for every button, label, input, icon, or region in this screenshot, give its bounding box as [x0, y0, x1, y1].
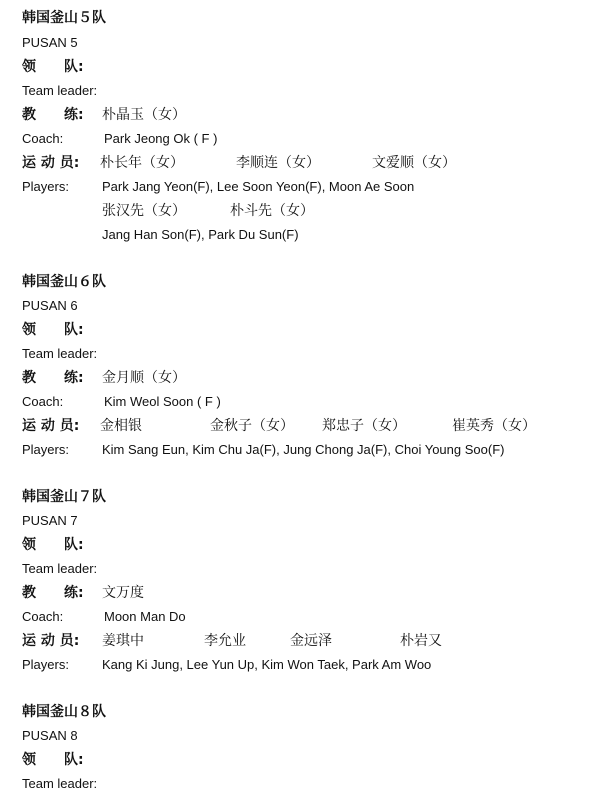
player-name-zh: 姜琪中 — [102, 633, 144, 649]
players-names-en: Kang Ki Jung, Lee Yun Up, Kim Won Taek, Park Am Woo — [102, 657, 432, 672]
player-name-zh: 文爱顺（女） — [372, 155, 456, 171]
leader-label-zh: 领 队: — [22, 537, 84, 553]
coach-label-en: Coach: — [22, 394, 64, 409]
team-title: 韩国釜山７队 — [22, 489, 106, 505]
player-name-zh: 郑忠子（女） — [322, 418, 406, 434]
coach-name-zh: 朴晶玉（女） — [102, 107, 186, 123]
coach-name-en: Moon Man Do — [104, 609, 186, 624]
players-label-en: Players: — [22, 442, 69, 457]
coach-name-en: Kim Weol Soon ( F ) — [104, 394, 221, 409]
team-title: 韩国釜山６队 — [22, 274, 106, 290]
player-name-zh: 李顺连（女） — [236, 155, 320, 171]
coach-label-en: Coach: — [22, 131, 64, 146]
player-name-zh: 朴长年（女） — [100, 155, 184, 171]
team-code: PUSAN 6 — [22, 298, 78, 313]
coach-name-zh: 文万度 — [102, 585, 144, 601]
player-name-zh: 金远泽 — [290, 633, 332, 649]
leader-label-en: Team leader: — [22, 83, 98, 98]
leader-label-en: Team leader: — [22, 561, 98, 576]
leader-label-en: Team leader: — [22, 776, 98, 791]
players-label-zh: 运 动 员: — [22, 633, 80, 649]
team-code: PUSAN 7 — [22, 513, 78, 528]
players-label-zh: 运 动 员: — [22, 155, 80, 171]
players-names-en: Jang Han Son(F), Park Du Sun(F) — [102, 227, 299, 242]
player-name-zh: 金相银 — [100, 418, 142, 434]
player-name-zh: 崔英秀（女） — [452, 418, 536, 434]
team-code: PUSAN 8 — [22, 728, 78, 743]
players-label-en: Players: — [22, 179, 69, 194]
coach-label-zh: 教 练: — [22, 107, 84, 123]
players-names-en: Park Jang Yeon(F), Lee Soon Yeon(F), Moon Ae Soon — [102, 179, 415, 194]
leader-label-zh: 领 队: — [22, 322, 84, 338]
coach-name-en: Park Jeong Ok ( F ) — [104, 131, 218, 146]
leader-label-zh: 领 队: — [22, 752, 84, 768]
team-title: 韩国釜山５队 — [22, 10, 106, 26]
player-name-zh: 李允业 — [204, 633, 246, 649]
player-name-zh: 张汉先（女） — [102, 203, 186, 219]
player-name-zh: 金秋子（女） — [210, 418, 294, 434]
coach-label-zh: 教 练: — [22, 585, 84, 601]
leader-label-en: Team leader: — [22, 346, 98, 361]
players-label-zh: 运 动 员: — [22, 418, 80, 434]
coach-label-zh: 教 练: — [22, 370, 84, 386]
player-name-zh: 朴斗先（女） — [230, 203, 314, 219]
coach-name-zh: 金月顺（女） — [102, 370, 186, 386]
players-label-en: Players: — [22, 657, 69, 672]
coach-label-en: Coach: — [22, 609, 64, 624]
team-title: 韩国釜山８队 — [22, 704, 106, 720]
players-names-en: Kim Sang Eun, Kim Chu Ja(F), Jung Chong Ja(F), Choi Young Soo(F) — [102, 442, 505, 457]
team-code: PUSAN 5 — [22, 35, 78, 50]
player-name-zh: 朴岩又 — [400, 633, 442, 649]
leader-label-zh: 领 队: — [22, 59, 84, 75]
